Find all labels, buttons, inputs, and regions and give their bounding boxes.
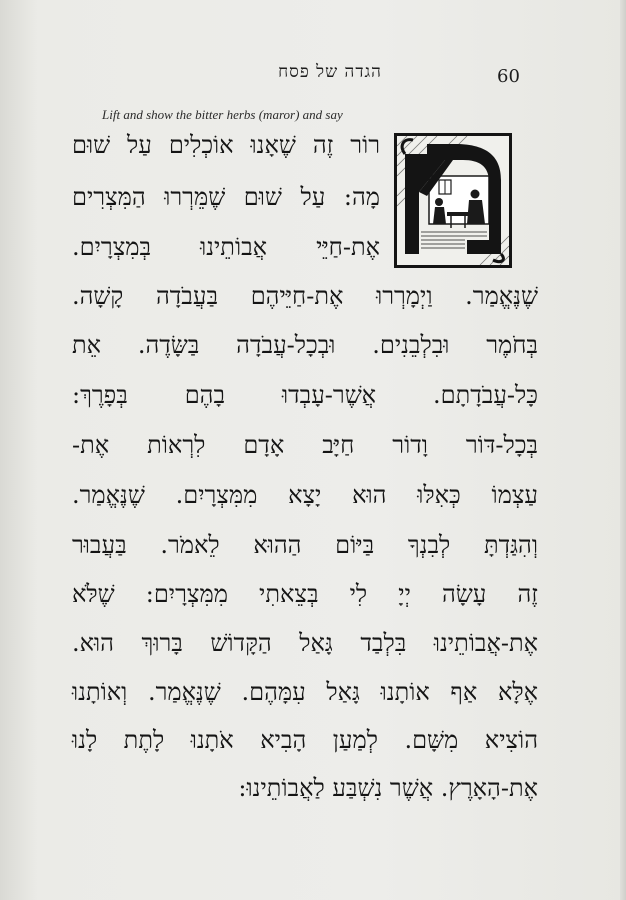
page-number: 60 — [497, 66, 520, 87]
text-line-4: שֶׁנֶּאֱמַר. וַיְמָרְרוּ אֶת-חַיֵּיהֶם בַּעֲבֹדָה קָשָׁה. — [72, 282, 538, 310]
text-line-10: זֶה עָשָׂה יְיָ לִי בְּצֵאתִי מִמִּצְרָיִם: שֶׁלֹּא — [72, 580, 538, 608]
text-line-14: אֶת-הָאָרֶץ. אֲשֶׁר נִשְׁבַּע לַאֲבוֹתֵינוּ: — [238, 774, 538, 802]
text-line-7: בְּכָל-דּוֹר וָדוֹר חַיָּב אָדָם לִרְאוֹת אֶת- — [72, 431, 538, 459]
text-line-9: וְהִגַּדְתָּ לְבִנְךָ בַּיּוֹם הַהוּא לֵאמֹר. בַּעֲבוּר — [72, 531, 538, 559]
text-line-8: עַצְמוֹ כְּאִלּוּ הוּא יָצָא מִמִּצְרָיִם. שֶׁנֶּאֱמַר. — [72, 481, 538, 509]
woodcut-illustration — [397, 136, 509, 265]
text-line-12: אֶלָּא אַף אוֹתָנוּ גָּאַל עִמָּהֶם. שֶׁנֶּאֱמַר. וְאוֹתָנוּ — [72, 678, 538, 706]
running-head: הגדה של פסח — [278, 62, 382, 82]
text-line-3: אֶת-חַיֵּי אֲבוֹתֵינוּ בְּמִצְרָיִם. — [72, 233, 380, 261]
instruction-text: Lift and show the bitter herbs (maror) and say — [102, 107, 343, 122]
text-line-11: אֶת-אֲבוֹתֵינוּ בִּלְבַד גָּאַל הַקָּדוֹשׁ בָּרוּךְ הוּא. — [72, 629, 538, 657]
text-line-6: כָּל-עֲבֹדָתָם. אֲשֶׁר-עָבְדוּ בָהֶם בְּפָרֶךְ: — [72, 381, 538, 409]
text-line-2: מָה: עַל שׁוּם שֶׁמֵּרְרוּ הַמִּצְרִים — [72, 183, 380, 211]
illuminated-initial — [394, 133, 512, 268]
text-line-13: הוֹצִיא מִשָּׁם. לְמַעַן הָבִיא אֹתָנוּ לָתֶת לָנוּ — [72, 726, 538, 754]
text-line-5: בְּחֹמֶר וּבִלְבֵנִים. וּבְכָל-עֲבֹדָה בַּשָּׂדֶה. אֵת — [72, 331, 538, 359]
page-edge — [620, 0, 626, 900]
text-line-1: רוֹר זֶה שֶׁאָנוּ אוֹכְלִים עַל שׁוּם — [72, 131, 380, 159]
